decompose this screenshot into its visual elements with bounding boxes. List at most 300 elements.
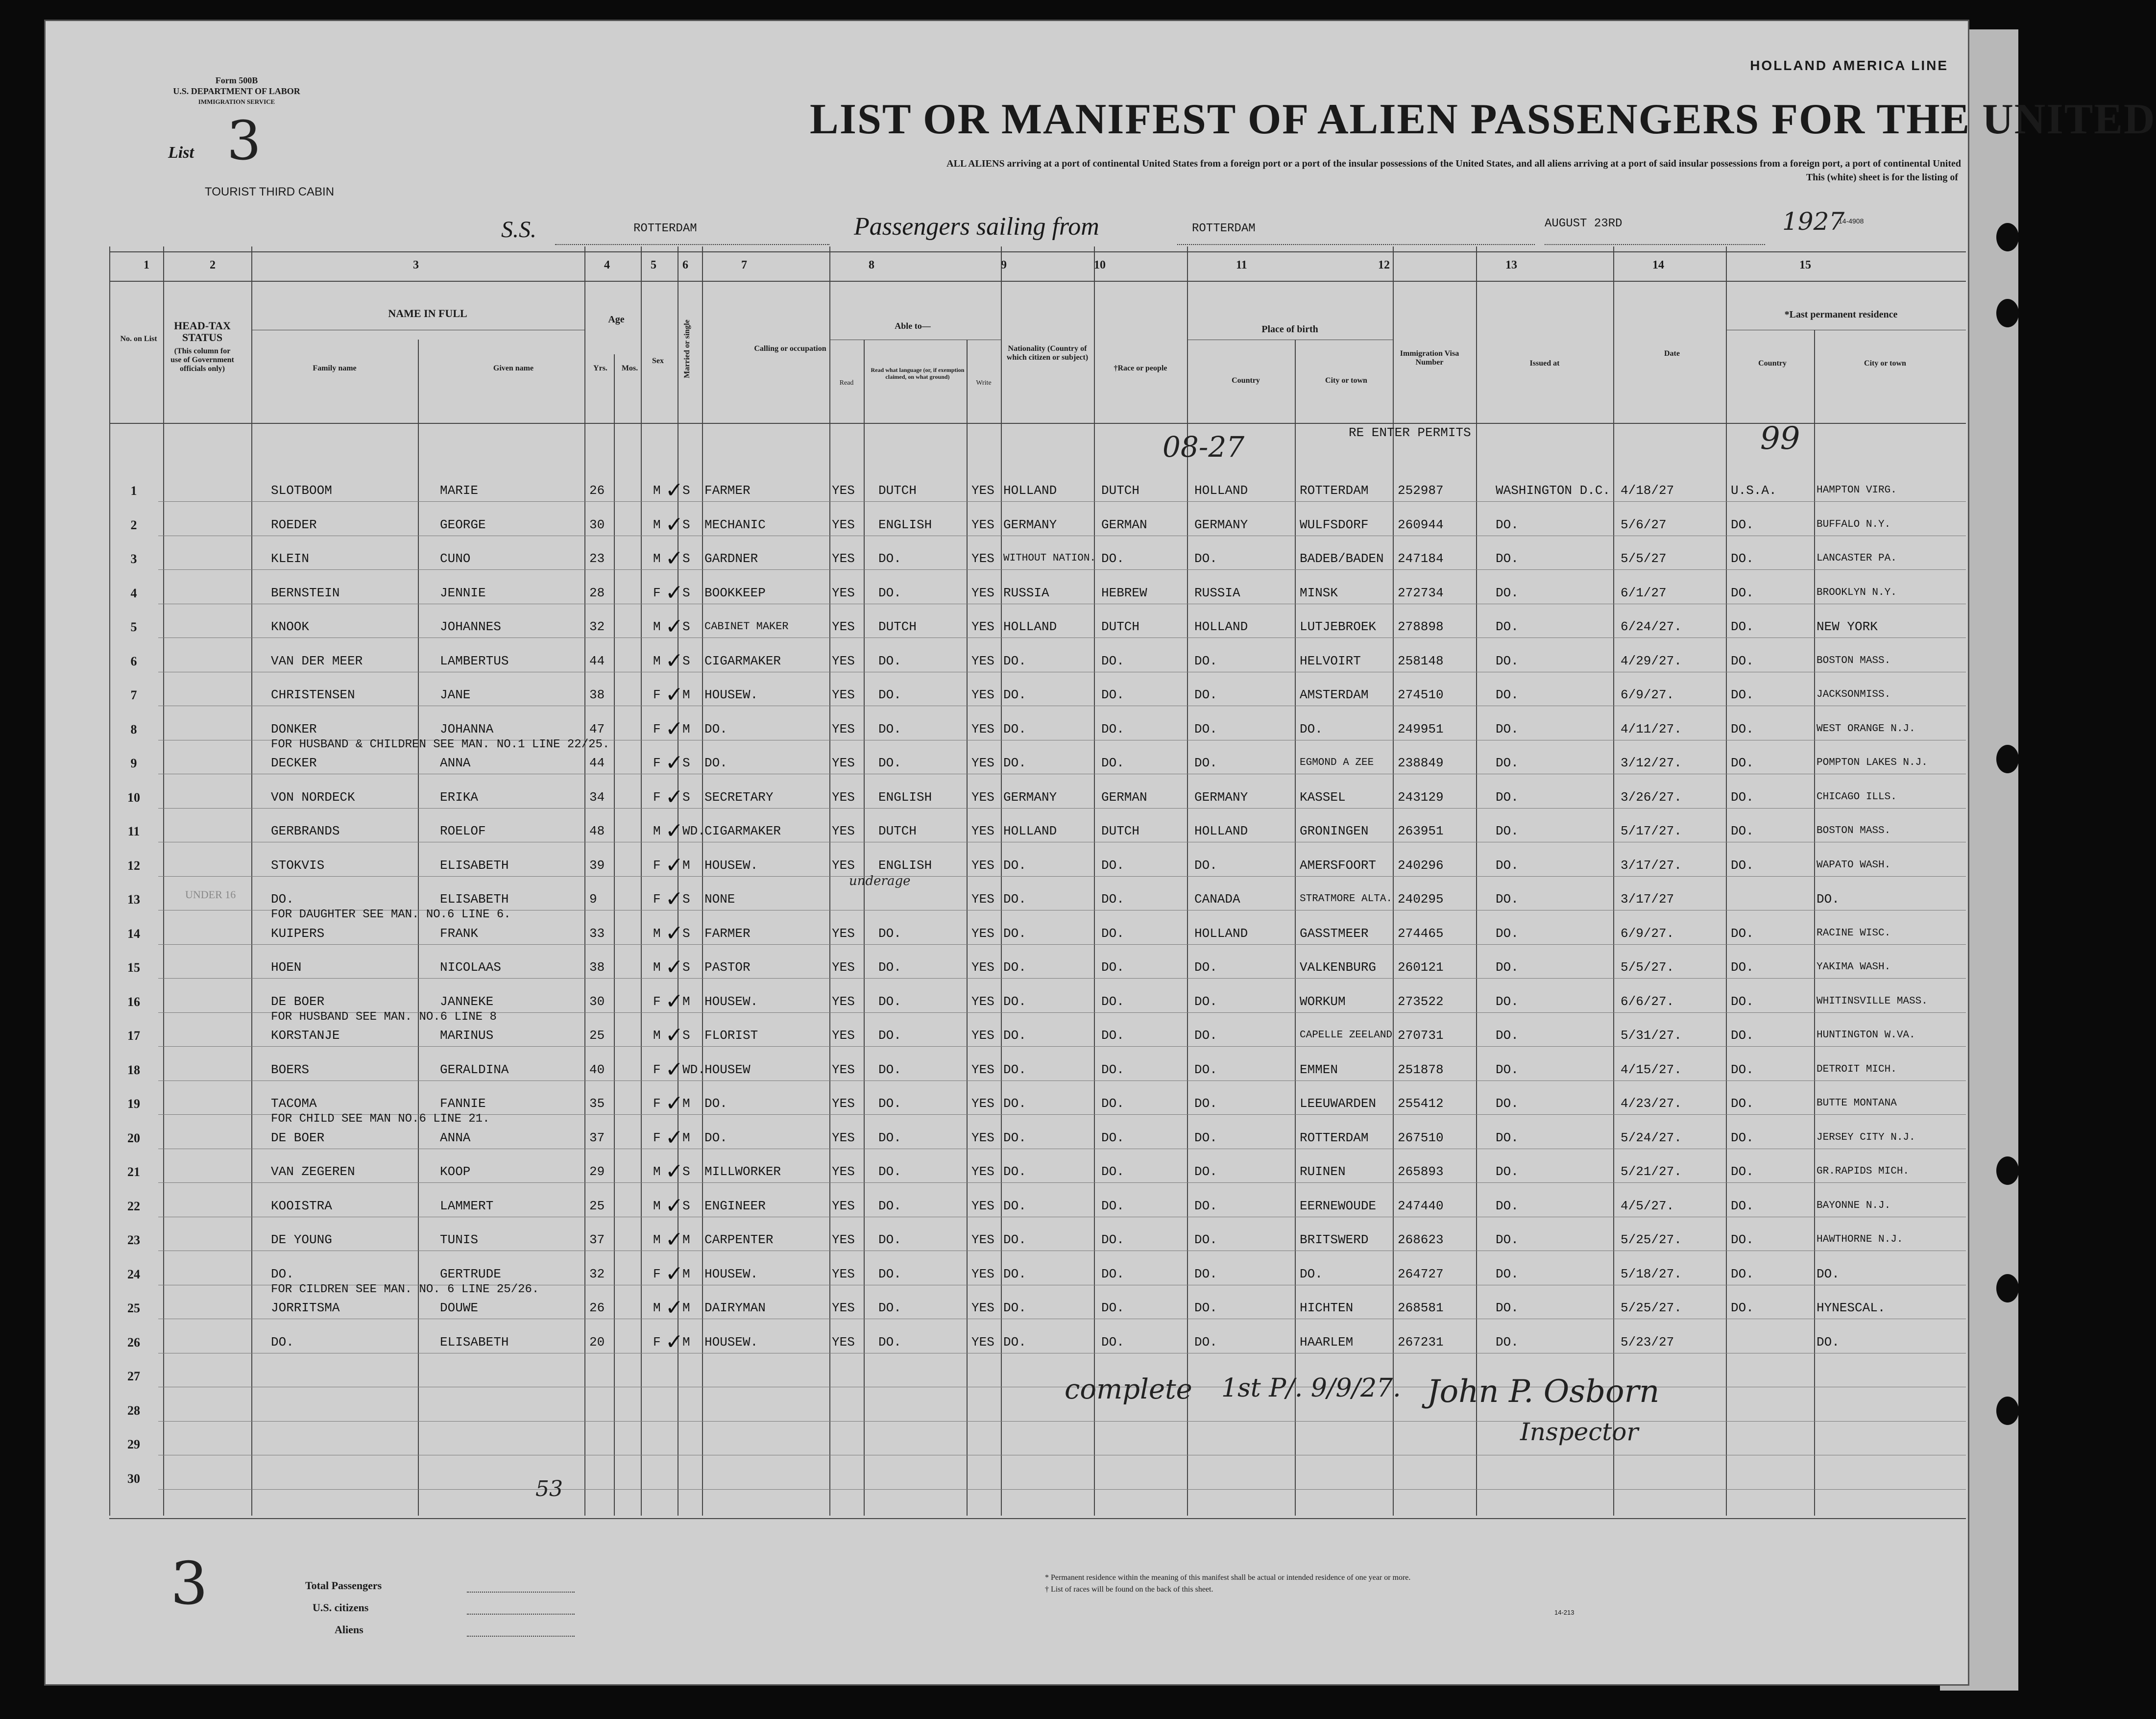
- check-mark: ✓: [665, 852, 683, 878]
- rule: [418, 340, 419, 1516]
- given-name: ROELOF: [440, 824, 486, 838]
- marital-status: S: [682, 517, 690, 532]
- marital-status: M: [682, 994, 690, 1009]
- residence-city: POMPTON LAKES N.J.: [1817, 757, 1928, 768]
- race: DO.: [1101, 1198, 1124, 1213]
- visa-date: 6/9/27.: [1621, 926, 1674, 941]
- occupation: MILLWORKER: [704, 1164, 781, 1179]
- row-number: 14: [127, 926, 140, 941]
- can-write: YES: [971, 585, 994, 600]
- visa-date: 5/23/27: [1621, 1334, 1674, 1350]
- residence-city: BOSTON MASS.: [1817, 825, 1891, 836]
- total-passengers-label: Total Passengers: [305, 1579, 382, 1592]
- given-name: TUNIS: [440, 1232, 479, 1247]
- race: GERMAN: [1101, 517, 1147, 532]
- row-number: 15: [127, 960, 140, 975]
- row-number: 24: [127, 1267, 140, 1281]
- age: 44: [589, 756, 605, 770]
- residence-city: DO.: [1817, 1334, 1840, 1350]
- visa-date: 5/21/27.: [1621, 1164, 1682, 1179]
- colnum: 5: [651, 259, 656, 271]
- can-read: YES: [832, 1266, 855, 1281]
- race: DO.: [1101, 892, 1124, 907]
- race: DO.: [1101, 1232, 1124, 1247]
- binder-hole: [1996, 299, 2019, 327]
- check-mark: ✓: [665, 1329, 683, 1354]
- row-number: 1: [130, 484, 137, 498]
- read-language: DO.: [878, 1198, 901, 1213]
- residence-city: HAWTHORNE N.J.: [1817, 1234, 1903, 1245]
- col-place-of-birth: Place of birth: [1261, 324, 1318, 335]
- residence-country: DO.: [1731, 994, 1754, 1009]
- nationality: DO.: [1003, 1334, 1026, 1350]
- birth-city: WULFSDORF: [1300, 517, 1369, 532]
- issued-at: DO.: [1496, 551, 1519, 566]
- row-number: 9: [130, 756, 137, 770]
- given-name: ANNA: [440, 756, 471, 770]
- race: DUTCH: [1101, 483, 1140, 498]
- read-language: DO.: [878, 756, 901, 770]
- visa-date: 3/26/27.: [1621, 789, 1682, 805]
- age: 40: [589, 1062, 605, 1077]
- visa-number: 278898: [1398, 619, 1444, 634]
- visa-number: 274510: [1398, 688, 1444, 702]
- birth-city: RUINEN: [1300, 1164, 1346, 1179]
- rule: [163, 246, 164, 1516]
- visa-date: 5/17/27.: [1621, 824, 1682, 838]
- issued-at: WASHINGTON D.C.: [1496, 483, 1611, 498]
- col-sex: Sex: [652, 357, 664, 365]
- given-name: CUNO: [440, 551, 471, 566]
- nationality: RUSSIA: [1003, 585, 1049, 600]
- issued-at: DO.: [1496, 1130, 1519, 1145]
- residence-city: RACINE WISC.: [1817, 927, 1891, 939]
- can-write: YES: [971, 551, 994, 566]
- sex: M: [653, 551, 661, 566]
- can-write: YES: [971, 688, 994, 702]
- visa-date: 6/6/27.: [1621, 994, 1674, 1009]
- residence-country: DO.: [1731, 1164, 1754, 1179]
- under-16-stamp: UNDER 16: [185, 888, 236, 901]
- row-number: 19: [127, 1097, 140, 1111]
- citizens-line: [467, 1614, 575, 1615]
- occupation: DO.: [704, 721, 727, 737]
- can-write: YES: [971, 483, 994, 498]
- can-read: YES: [832, 585, 855, 600]
- can-read: YES: [832, 688, 855, 702]
- residence-city: WHITINSVILLE MASS.: [1817, 995, 1928, 1007]
- aliens-line: [467, 1636, 575, 1637]
- can-read: YES: [832, 926, 855, 941]
- family-name: BOERS: [271, 1062, 310, 1077]
- age: 37: [589, 1130, 605, 1145]
- check-mark: ✓: [665, 988, 683, 1014]
- residence-country: DO.: [1731, 756, 1754, 770]
- rule: [641, 246, 642, 1516]
- can-read: YES: [832, 994, 855, 1009]
- visa-date: 5/5/27: [1621, 551, 1667, 566]
- row-number: 20: [127, 1130, 140, 1145]
- marital-status: S: [682, 653, 690, 668]
- residence-country: DO.: [1731, 1096, 1754, 1111]
- ship-line: [555, 244, 829, 245]
- marital-status: M: [682, 1130, 690, 1145]
- residence-country: DO.: [1731, 1028, 1754, 1043]
- col-date: Date: [1664, 349, 1680, 358]
- can-write: YES: [971, 1062, 994, 1077]
- ss-label: S.S.: [501, 217, 536, 243]
- can-write: YES: [971, 1164, 994, 1179]
- occupation: CIGARMAKER: [704, 824, 781, 838]
- col-visa: Immigration Visa Number: [1400, 349, 1459, 367]
- occupation: CARPENTER: [704, 1232, 774, 1247]
- col-name-in-full: NAME IN FULL: [388, 307, 467, 319]
- given-name: JANE: [440, 688, 471, 702]
- visa-number: 260944: [1398, 517, 1444, 532]
- issued-at: DO.: [1496, 619, 1519, 634]
- check-mark: ✓: [665, 1295, 683, 1320]
- age: 44: [589, 653, 605, 668]
- residence-city: GR.RAPIDS MICH.: [1817, 1166, 1910, 1177]
- marital-status: S: [682, 1198, 690, 1213]
- can-write: YES: [971, 619, 994, 634]
- interline-note: FOR CILDREN SEE MAN. NO. 6 LINE 25/26.: [271, 1282, 539, 1296]
- birth-city: AMERSFOORT: [1300, 858, 1377, 873]
- read-language: DO.: [878, 1266, 901, 1281]
- age: 35: [589, 1096, 605, 1111]
- can-write: YES: [971, 1096, 994, 1111]
- birth-country: DO.: [1194, 551, 1217, 566]
- manifest-title: LIST OR MANIFEST OF ALIEN PASSENGERS FOR THE UNITED: [810, 96, 2156, 143]
- given-name: LAMMERT: [440, 1198, 494, 1213]
- family-name: DO.: [271, 1334, 294, 1350]
- race: DO.: [1101, 1334, 1124, 1350]
- birth-city: ROTTERDAM: [1300, 1130, 1369, 1145]
- race: DUTCH: [1101, 619, 1140, 634]
- age: 34: [589, 789, 605, 805]
- birth-city: BADEB/BADEN: [1300, 551, 1384, 566]
- given-name: GERALDINA: [440, 1062, 509, 1077]
- aliens-label: Aliens: [335, 1623, 363, 1636]
- can-write: YES: [971, 926, 994, 941]
- row-rule: [158, 944, 1966, 945]
- row-number: 4: [130, 586, 137, 600]
- age: 20: [589, 1334, 605, 1350]
- birth-country: DO.: [1194, 1164, 1217, 1179]
- birth-city: ROTTERDAM: [1300, 483, 1369, 498]
- residence-city: WEST ORANGE N.J.: [1817, 723, 1915, 735]
- family-name: KORSTANJE: [271, 1028, 340, 1043]
- colnum: 11: [1236, 259, 1247, 271]
- interline-note: FOR CHILD SEE MAN NO.6 LINE 21.: [271, 1112, 490, 1126]
- handwritten-0827: 08-27: [1163, 430, 1245, 464]
- rule: [109, 1518, 1966, 1519]
- colnum: 10: [1094, 259, 1106, 271]
- age: 26: [589, 1301, 605, 1315]
- nationality: DO.: [1003, 1232, 1026, 1247]
- visa-date: 3/12/27.: [1621, 756, 1682, 770]
- birth-country: DO.: [1194, 1198, 1217, 1213]
- check-mark: ✓: [665, 955, 683, 980]
- sailing-label: Passengers sailing from: [854, 213, 1099, 241]
- sex: M: [653, 1232, 661, 1247]
- check-mark: ✓: [665, 1193, 683, 1218]
- col-res-city: City or town: [1864, 359, 1906, 368]
- given-name: FANNIE: [440, 1096, 486, 1111]
- residence-city: HAMPTON VIRG.: [1817, 485, 1897, 496]
- row-rule: [158, 808, 1966, 809]
- read-language: DUTCH: [878, 824, 917, 838]
- family-name: DE BOER: [271, 994, 325, 1009]
- row-number: 5: [130, 620, 137, 634]
- visa-number: 268581: [1398, 1301, 1444, 1315]
- issued-at: DO.: [1496, 960, 1519, 975]
- race: DO.: [1101, 1266, 1124, 1281]
- residence-country: DO.: [1731, 585, 1754, 600]
- family-name: DO.: [271, 892, 294, 907]
- sex: M: [653, 483, 661, 498]
- family-name: SLOTBOOM: [271, 483, 332, 498]
- col-calling: Calling or occupation: [754, 344, 826, 353]
- birth-country: GERMANY: [1194, 517, 1248, 532]
- nationality: DO.: [1003, 858, 1026, 873]
- birth-country: HOLLAND: [1194, 926, 1248, 941]
- read-language: DO.: [878, 585, 901, 600]
- interline-note: FOR HUSBAND SEE MAN. NO.6 LINE 8: [271, 1010, 497, 1024]
- nationality: DO.: [1003, 1028, 1026, 1043]
- residence-country: DO.: [1731, 1130, 1754, 1145]
- manifest-subtitle-2: This (white) sheet is for the listing of: [1806, 172, 1958, 183]
- issued-at: DO.: [1496, 1266, 1519, 1281]
- colnum: 15: [1799, 259, 1811, 271]
- given-name: ELISABETH: [440, 892, 509, 907]
- col-write: Write: [976, 379, 992, 387]
- residence-country: DO.: [1731, 1301, 1754, 1315]
- read-language: DO.: [878, 1164, 901, 1179]
- residence-country: DO.: [1731, 688, 1754, 702]
- given-name: LAMBERTUS: [440, 653, 509, 668]
- given-name: ELISABETH: [440, 1334, 509, 1350]
- birth-country: DO.: [1194, 688, 1217, 702]
- visa-number: 240296: [1398, 858, 1444, 873]
- visa-number: 240295: [1398, 892, 1444, 907]
- race: DO.: [1101, 960, 1124, 975]
- birth-city: HICHTEN: [1300, 1301, 1354, 1315]
- col-family-name: Family name: [313, 364, 357, 372]
- rule: [1094, 246, 1095, 1516]
- residence-country: DO.: [1731, 858, 1754, 873]
- issued-at: DO.: [1496, 892, 1519, 907]
- birth-country: DO.: [1194, 756, 1217, 770]
- sex: F: [653, 858, 661, 873]
- nationality: GERMANY: [1003, 517, 1057, 532]
- marital-status: M: [682, 721, 690, 737]
- rule: [864, 340, 865, 1516]
- residence-country: DO.: [1731, 1062, 1754, 1077]
- given-name: JANNEKE: [440, 994, 494, 1009]
- date-line: [1545, 244, 1765, 245]
- can-write: YES: [971, 858, 994, 873]
- read-language: DO.: [878, 994, 901, 1009]
- visa-number: 274465: [1398, 926, 1444, 941]
- marital-status: S: [682, 960, 690, 975]
- given-name: MARINUS: [440, 1028, 494, 1043]
- family-name: STOKVIS: [271, 858, 325, 873]
- form-info: [153, 75, 320, 107]
- department-name: U.S. DEPARTMENT OF LABOR: [173, 86, 300, 96]
- issued-at: DO.: [1496, 789, 1519, 805]
- rule: [1001, 246, 1002, 1516]
- row-number: 29: [127, 1437, 140, 1451]
- col-birth-city: City or town: [1325, 376, 1367, 385]
- residence-country: DO.: [1731, 1198, 1754, 1213]
- handwritten-complete: complete: [1065, 1374, 1192, 1405]
- sex: M: [653, 653, 661, 668]
- can-write: YES: [971, 1130, 994, 1145]
- row-number: 10: [127, 790, 140, 805]
- birth-city: EERNEWOUDE: [1300, 1198, 1377, 1213]
- nationality: DO.: [1003, 1198, 1026, 1213]
- given-name: GERTRUDE: [440, 1266, 501, 1281]
- visa-date: 4/11/27.: [1621, 721, 1682, 737]
- residence-country: DO.: [1731, 926, 1754, 941]
- residence-city: DO.: [1817, 892, 1840, 907]
- marital-status: M: [682, 1266, 690, 1281]
- visa-date: 4/15/27.: [1621, 1062, 1682, 1077]
- age: 32: [589, 619, 605, 634]
- rule: [1295, 340, 1296, 1516]
- given-name: DOUWE: [440, 1301, 479, 1315]
- birth-country: GERMANY: [1194, 789, 1248, 805]
- family-name: VON NORDECK: [271, 789, 355, 805]
- birth-city: STRATMORE ALTA.: [1300, 893, 1393, 905]
- birth-city: VALKENBURG: [1300, 960, 1377, 975]
- occupation: ENGINEER: [704, 1198, 766, 1213]
- issued-at: DO.: [1496, 994, 1519, 1009]
- can-write: YES: [971, 756, 994, 770]
- can-write: YES: [971, 1232, 994, 1247]
- can-write: YES: [971, 653, 994, 668]
- can-read: YES: [832, 721, 855, 737]
- read-language: DO.: [878, 653, 901, 668]
- race: DO.: [1101, 756, 1124, 770]
- visa-number: 265893: [1398, 1164, 1444, 1179]
- total-line: [467, 1592, 575, 1593]
- col-last-residence: *Last permanent residence: [1784, 309, 1898, 320]
- residence-city: BOSTON MASS.: [1817, 655, 1891, 666]
- row-number: 17: [127, 1029, 140, 1043]
- family-name: KUIPERS: [271, 926, 325, 941]
- age: 38: [589, 960, 605, 975]
- family-name: GERBRANDS: [271, 824, 340, 838]
- service-name: IMMIGRATION SERVICE: [198, 98, 275, 105]
- family-name: ROEDER: [271, 517, 317, 532]
- visa-number: 251878: [1398, 1062, 1444, 1077]
- birth-country: DO.: [1194, 1301, 1217, 1315]
- age: 26: [589, 483, 605, 498]
- can-read: YES: [832, 1096, 855, 1111]
- row-number: 8: [130, 722, 137, 737]
- can-write: YES: [971, 1334, 994, 1350]
- sex: M: [653, 1301, 661, 1315]
- issued-at: DO.: [1496, 1062, 1519, 1077]
- race: DO.: [1101, 1301, 1124, 1315]
- issued-at: DO.: [1496, 926, 1519, 941]
- race: DO.: [1101, 653, 1124, 668]
- family-name: BERNSTEIN: [271, 585, 340, 600]
- inspector-signature: John P. Osborn: [1427, 1374, 1660, 1410]
- birth-country: DO.: [1194, 858, 1217, 873]
- marital-status: S: [682, 483, 690, 498]
- birth-city: DO.: [1300, 721, 1323, 737]
- visa-number: 267231: [1398, 1334, 1444, 1350]
- age: 29: [589, 1164, 605, 1179]
- can-read: YES: [832, 619, 855, 634]
- birth-country: DO.: [1194, 1232, 1217, 1247]
- col-given-name: Given name: [493, 364, 534, 372]
- visa-date: 6/24/27.: [1621, 619, 1682, 634]
- birth-country: DO.: [1194, 960, 1217, 975]
- sex: F: [653, 585, 661, 600]
- nationality: DO.: [1003, 1062, 1026, 1077]
- occupation: DO.: [704, 1130, 727, 1145]
- nationality: DO.: [1003, 688, 1026, 702]
- manifest-subtitle: ALL ALIENS arriving at a port of continental United States from a foreign port or a port of the insular possessions of the United States, and all aliens arriving at a port of said insular possessions from a foreign port, a port of continental United: [946, 158, 1961, 169]
- col-res-country: Country: [1758, 359, 1787, 368]
- age: 47: [589, 721, 605, 737]
- marital-status: S: [682, 892, 690, 907]
- birth-city: CAPELLE ZEELAND: [1300, 1030, 1393, 1041]
- footnote-races: † List of races will be found on the back of this sheet.: [1045, 1585, 1213, 1594]
- birth-city: DO.: [1300, 1266, 1323, 1281]
- read-language: DO.: [878, 960, 901, 975]
- rule: [1476, 246, 1477, 1516]
- age: 33: [589, 926, 605, 941]
- birth-country: DO.: [1194, 1028, 1217, 1043]
- race: DO.: [1101, 1130, 1124, 1145]
- residence-city: DETROIT MICH.: [1817, 1063, 1897, 1075]
- visa-number: 260121: [1398, 960, 1444, 975]
- nationality: DO.: [1003, 926, 1026, 941]
- check-mark: ✓: [665, 546, 683, 571]
- check-mark: ✓: [665, 512, 683, 537]
- occupation: PASTOR: [704, 960, 751, 975]
- visa-number: 252987: [1398, 483, 1444, 498]
- read-language: DO.: [878, 721, 901, 737]
- row-number: 23: [127, 1233, 140, 1247]
- row-number: 11: [127, 824, 140, 838]
- occupation: CIGARMAKER: [704, 653, 781, 668]
- row-number: 3: [130, 552, 137, 566]
- residence-city: JACKSONMISS.: [1817, 689, 1891, 700]
- occupation: HOUSEW.: [704, 688, 758, 702]
- given-name: ELISABETH: [440, 858, 509, 873]
- issued-at: DO.: [1496, 1028, 1519, 1043]
- issued-at: DO.: [1496, 1096, 1519, 1111]
- check-mark: ✓: [665, 580, 683, 605]
- visa-number: 264727: [1398, 1266, 1444, 1281]
- binder-hole: [1996, 1156, 2019, 1185]
- sex: F: [653, 688, 661, 702]
- residence-city: NEW YORK: [1817, 619, 1878, 634]
- marital-status: M: [682, 1301, 690, 1315]
- can-write: YES: [971, 1028, 994, 1043]
- issued-at: DO.: [1496, 1301, 1519, 1315]
- family-name: DE BOER: [271, 1130, 325, 1145]
- birth-country: CANADA: [1194, 892, 1240, 907]
- row-number: 16: [127, 994, 140, 1009]
- colnum: 2: [210, 259, 216, 271]
